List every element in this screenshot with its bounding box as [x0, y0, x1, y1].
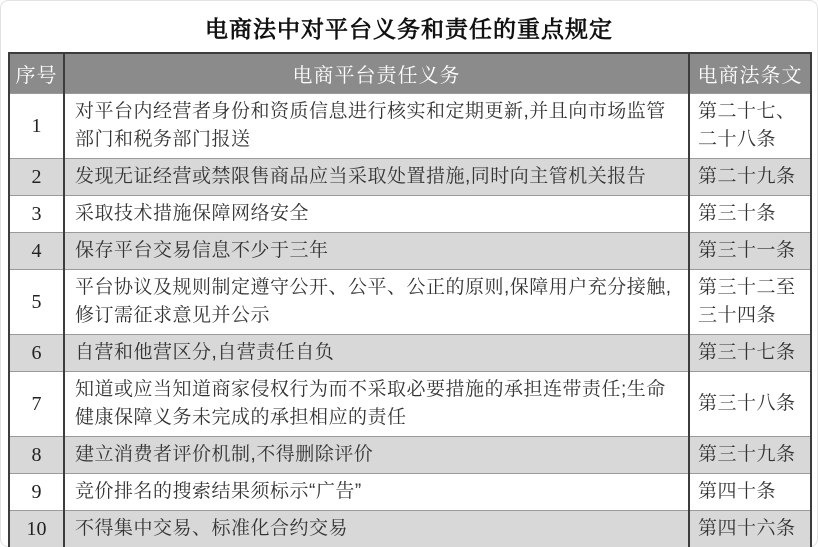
row-article: 第三十条 — [689, 195, 811, 232]
row-article: 第三十八条 — [689, 371, 811, 436]
table-row — [9, 269, 811, 334]
header-cell-duty: 电商平台责任义务 — [64, 53, 689, 93]
row-number: 10 — [9, 510, 64, 547]
table-row — [9, 195, 811, 232]
row-number: 8 — [9, 436, 64, 473]
header-row — [9, 53, 811, 93]
row-number: 2 — [9, 158, 64, 195]
table-row — [9, 436, 811, 473]
law-obligations-table — [8, 52, 812, 547]
table-row — [9, 334, 811, 371]
row-number: 5 — [9, 269, 64, 334]
table-header — [9, 53, 811, 93]
row-duty: 平台协议及规则制定遵守公开、公平、公正的原则,保障用户充分接触,修订需征求意见并公示 — [64, 269, 689, 334]
row-number: 1 — [9, 93, 64, 158]
row-duty: 发现无证经营或禁限售商品应当采取处置措施,同时向主管机关报告 — [64, 158, 689, 195]
row-article: 第四十条 — [689, 473, 811, 510]
row-number: 6 — [9, 334, 64, 371]
table-row — [9, 232, 811, 269]
row-duty: 采取技术措施保障网络安全 — [64, 195, 689, 232]
row-article: 第三十二至三十四条 — [689, 269, 811, 334]
row-duty: 自营和他营区分,自营责任自负 — [64, 334, 689, 371]
table-row — [9, 510, 811, 547]
table-body — [9, 93, 811, 547]
row-article: 第二十九条 — [689, 158, 811, 195]
table-row — [9, 93, 811, 158]
row-article: 第三十一条 — [689, 232, 811, 269]
table-row — [9, 473, 811, 510]
row-number: 3 — [9, 195, 64, 232]
header-cell-article: 电商法条文 — [689, 53, 811, 93]
row-duty: 保存平台交易信息不少于三年 — [64, 232, 689, 269]
row-duty: 竞价排名的搜索结果须标示“广告” — [64, 473, 689, 510]
row-article: 第三十九条 — [689, 436, 811, 473]
header-cell-number: 序号 — [9, 53, 64, 93]
table-row — [9, 371, 811, 436]
row-article: 第四十六条 — [689, 510, 811, 547]
row-number: 9 — [9, 473, 64, 510]
row-article: 第二十七、二十八条 — [689, 93, 811, 158]
table-row — [9, 158, 811, 195]
row-duty: 建立消费者评价机制,不得删除评价 — [64, 436, 689, 473]
row-number: 4 — [9, 232, 64, 269]
row-duty: 对平台内经营者身份和资质信息进行核实和定期更新,并且向市场监管部门和税务部门报送 — [64, 93, 689, 158]
row-duty: 不得集中交易、标准化合约交易 — [64, 510, 689, 547]
row-article: 第三十七条 — [689, 334, 811, 371]
row-duty: 知道或应当知道商家侵权行为而不采取必要措施的承担连带责任;生命健康保障义务未完成的承担相应的责任 — [64, 371, 689, 436]
row-number: 7 — [9, 371, 64, 436]
page-title: 电商法中对平台义务和责任的重点规定 — [205, 16, 613, 42]
